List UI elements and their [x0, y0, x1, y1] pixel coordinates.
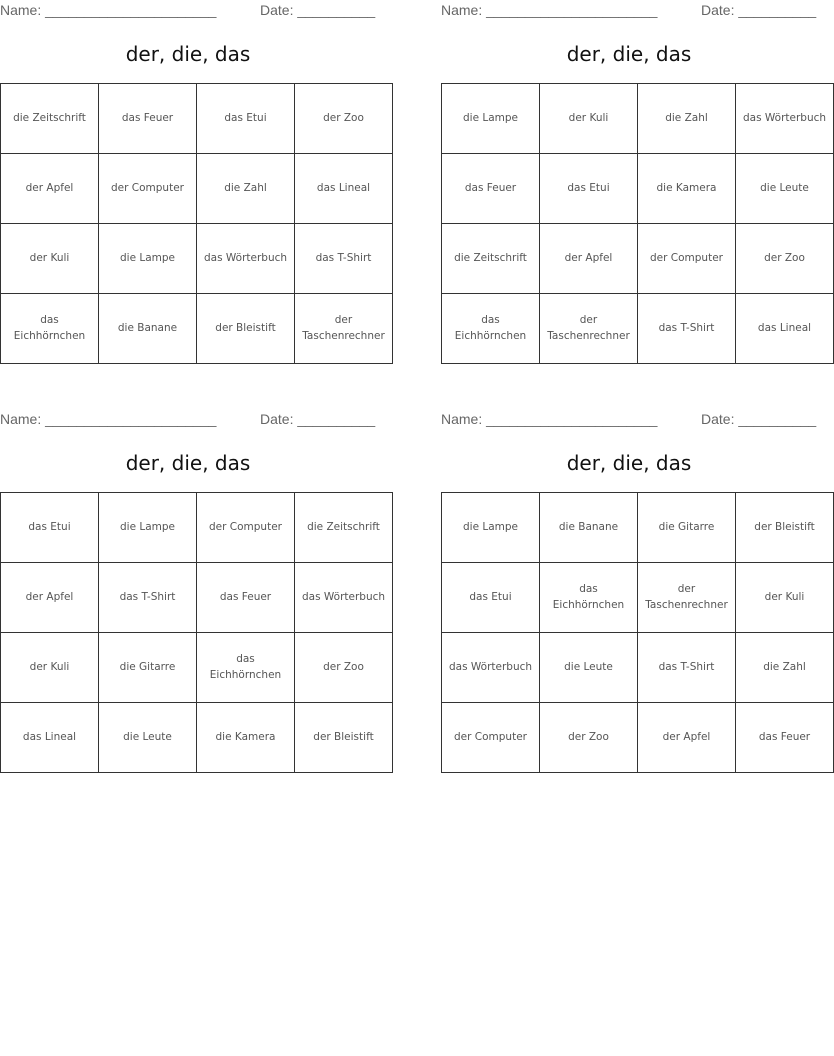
grid-cell: der Taschenrechner [295, 294, 393, 364]
card-title: der, die, das [125, 42, 251, 66]
grid-cell: der Computer [442, 703, 540, 773]
grid-cell: das Feuer [99, 84, 197, 154]
date-field: Date: __________ [260, 411, 376, 427]
bingo-grid [441, 83, 834, 364]
grid-cell: der Apfel [540, 224, 638, 294]
bingo-grid [0, 83, 393, 364]
grid-cell: die Lampe [442, 493, 540, 563]
card-header [441, 0, 817, 22]
grid-cell: das T-Shirt [638, 633, 736, 703]
grid-row [442, 563, 834, 633]
grid-cell: der Apfel [1, 154, 99, 224]
card-title: der, die, das [566, 451, 692, 475]
name-field: Name: ______________________ [0, 2, 217, 18]
grid-cell: das Wörterbuch [736, 84, 834, 154]
grid-row [442, 224, 834, 294]
name-field: Name: ______________________ [441, 2, 658, 18]
card-title: der, die, das [125, 451, 251, 475]
grid-cell: die Leute [540, 633, 638, 703]
grid-cell: die Lampe [99, 493, 197, 563]
grid-row [1, 633, 393, 703]
grid-cell: das Wörterbuch [197, 224, 295, 294]
grid-cell: die Kamera [638, 154, 736, 224]
grid-cell: das Etui [197, 84, 295, 154]
card-header [441, 409, 817, 431]
grid-cell: das T-Shirt [295, 224, 393, 294]
grid-cell: die Lampe [442, 84, 540, 154]
grid-row [442, 703, 834, 773]
grid-cell: der Zoo [295, 84, 393, 154]
bingo-card-4 [441, 409, 817, 743]
card-header [0, 409, 376, 431]
grid-row [1, 154, 393, 224]
grid-cell: der Computer [197, 493, 295, 563]
bingo-card-2 [441, 0, 827, 342]
grid-cell: der Kuli [736, 563, 834, 633]
grid-row [1, 703, 393, 773]
grid-cell: die Gitarre [99, 633, 197, 703]
grid-cell: der Taschenrechner [638, 563, 736, 633]
grid-cell: das Feuer [197, 563, 295, 633]
bingo-grid [441, 492, 834, 773]
bingo-card-1 [0, 0, 385, 342]
grid-cell: das T-Shirt [99, 563, 197, 633]
grid-row [1, 493, 393, 563]
grid-cell: das Etui [1, 493, 99, 563]
grid-cell: die Zeitschrift [442, 224, 540, 294]
grid-row [442, 633, 834, 703]
grid-cell: die Zahl [736, 633, 834, 703]
grid-row [442, 154, 834, 224]
grid-row [442, 84, 834, 154]
grid-cell: die Banane [99, 294, 197, 364]
bingo-grid [0, 492, 393, 773]
grid-cell: der Zoo [736, 224, 834, 294]
grid-cell: der Apfel [638, 703, 736, 773]
grid-cell: die Zahl [197, 154, 295, 224]
grid-cell: der Zoo [540, 703, 638, 773]
date-field: Date: __________ [701, 411, 817, 427]
grid-cell: der Bleistift [197, 294, 295, 364]
grid-cell: das Wörterbuch [442, 633, 540, 703]
grid-cell: die Leute [736, 154, 834, 224]
grid-cell: das Etui [540, 154, 638, 224]
date-field: Date: __________ [260, 2, 376, 18]
grid-cell: der Bleistift [295, 703, 393, 773]
grid-cell: die Banane [540, 493, 638, 563]
name-field: Name: ______________________ [0, 411, 217, 427]
date-field: Date: __________ [701, 2, 817, 18]
grid-row [1, 294, 393, 364]
grid-cell: der Computer [638, 224, 736, 294]
grid-cell: das Eichhörnchen [442, 294, 540, 364]
grid-cell: der Kuli [1, 224, 99, 294]
grid-cell: die Zahl [638, 84, 736, 154]
grid-cell: das Lineal [295, 154, 393, 224]
grid-cell: die Lampe [99, 224, 197, 294]
grid-row [442, 493, 834, 563]
grid-cell: das Lineal [736, 294, 834, 364]
grid-cell: der Taschenrechner [540, 294, 638, 364]
grid-cell: das Wörterbuch [295, 563, 393, 633]
grid-cell: der Kuli [1, 633, 99, 703]
grid-cell: das Feuer [442, 154, 540, 224]
grid-cell: das T-Shirt [638, 294, 736, 364]
grid-cell: die Zeitschrift [1, 84, 99, 154]
grid-cell: der Bleistift [736, 493, 834, 563]
card-title: der, die, das [566, 42, 692, 66]
grid-cell: der Zoo [295, 633, 393, 703]
grid-cell: die Leute [99, 703, 197, 773]
grid-row [1, 84, 393, 154]
grid-cell: die Zeitschrift [295, 493, 393, 563]
grid-cell: das Eichhörnchen [540, 563, 638, 633]
grid-cell: das Eichhörnchen [197, 633, 295, 703]
name-field: Name: ______________________ [441, 411, 658, 427]
grid-cell: der Computer [99, 154, 197, 224]
grid-row [1, 224, 393, 294]
grid-cell: der Apfel [1, 563, 99, 633]
grid-row [1, 563, 393, 633]
grid-cell: der Kuli [540, 84, 638, 154]
grid-cell: die Kamera [197, 703, 295, 773]
bingo-card-3 [0, 409, 386, 743]
grid-cell: das Eichhörnchen [1, 294, 99, 364]
grid-cell: die Gitarre [638, 493, 736, 563]
card-header [0, 0, 376, 22]
grid-cell: das Feuer [736, 703, 834, 773]
grid-cell: das Lineal [1, 703, 99, 773]
grid-row [442, 294, 834, 364]
grid-cell: das Etui [442, 563, 540, 633]
